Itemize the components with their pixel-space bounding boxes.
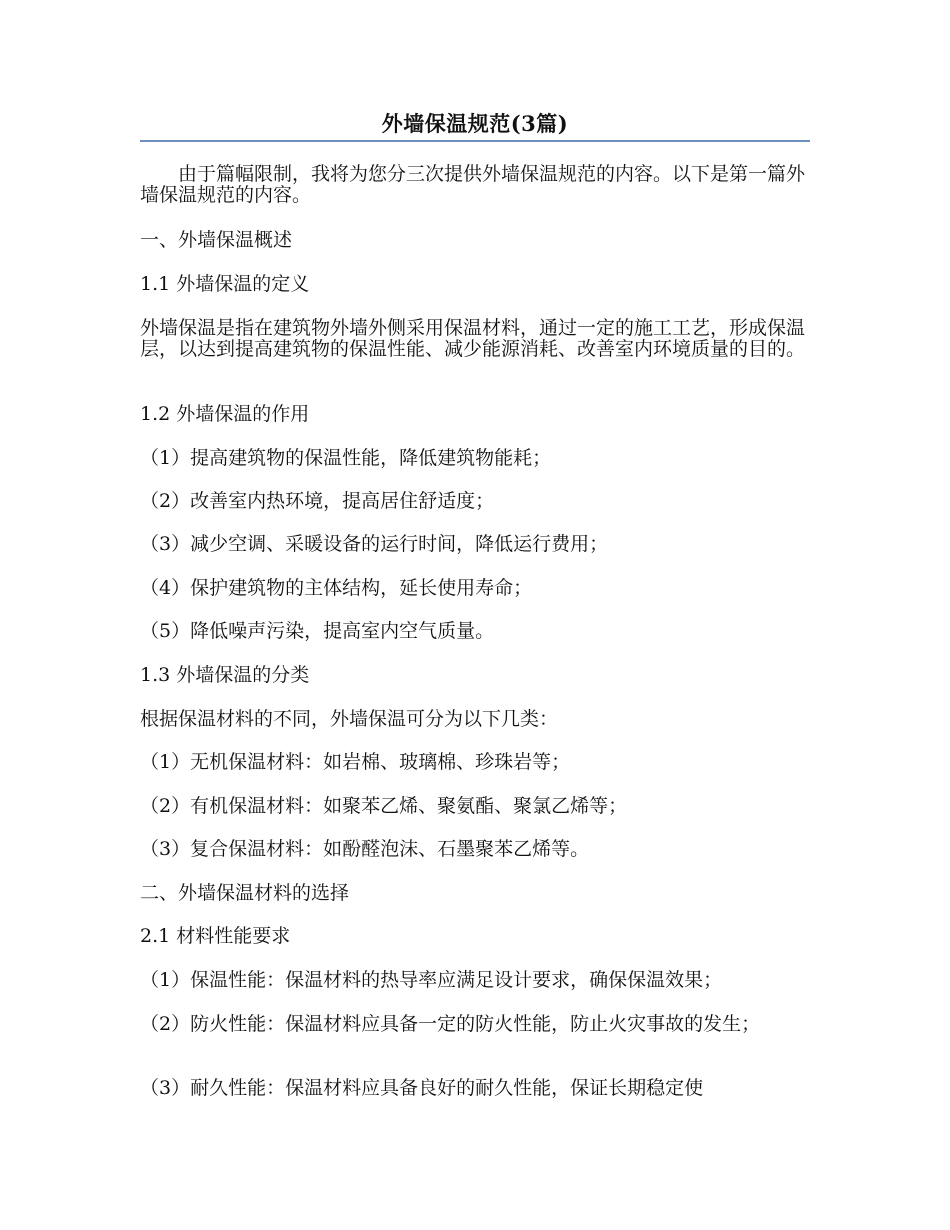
subsection-heading-1-3: 1.3 外墙保温的分类 bbox=[140, 664, 310, 686]
list-item: （3）减少空调、采暖设备的运行时间，降低运行费用； bbox=[140, 533, 609, 555]
subsection-heading-1-1: 1.1 外墙保温的定义 bbox=[140, 273, 310, 295]
document-title: 外墙保温规范(3篇) bbox=[381, 111, 569, 136]
list-item: （1）无机保温材料：如岩棉、玻璃棉、珍珠岩等； bbox=[140, 751, 571, 773]
list-item: （2）改善室内热环境，提高居住舒适度； bbox=[140, 490, 495, 512]
list-item: （3）耐久性能：保温材料应具备良好的耐久性能，保证长期稳定使 bbox=[140, 1077, 704, 1099]
list-item: （1）保温性能：保温材料的热导率应满足设计要求，确保保温效果； bbox=[140, 969, 723, 991]
list-item: （3）复合保温材料：如酚醛泡沫、石墨聚苯乙烯等。 bbox=[140, 838, 590, 860]
section-heading-2: 二、外墙保温材料的选择 bbox=[140, 882, 350, 904]
list-item: （2）防火性能：保温材料应具备一定的防火性能，防止火灾事故的发生； bbox=[140, 1013, 761, 1035]
list-item: （1）提高建筑物的保温性能，降低建筑物能耗； bbox=[140, 447, 552, 469]
intro-paragraph: 由于篇幅限制，我将为您分三次提供外墙保温规范的内容。以下是第一篇外墙保温规范的内容。 bbox=[140, 163, 806, 206]
list-item: （5）降低噪声污染，提高室内空气质量。 bbox=[140, 620, 495, 642]
definition-paragraph: 外墙保温是指在建筑物外墙外侧采用保温材料，通过一定的施工工艺，形成保温层，以达到提高建筑物的保温性能、减少能源消耗、改善室内环境质量的目的。 bbox=[140, 317, 806, 360]
subsection-heading-1-2: 1.2 外墙保温的作用 bbox=[140, 403, 310, 425]
subsection-heading-2-1: 2.1 材料性能要求 bbox=[140, 925, 291, 947]
list-item: （4）保护建筑物的主体结构，延长使用寿命； bbox=[140, 577, 533, 599]
classification-intro: 根据保温材料的不同，外墙保温可分为以下几类： bbox=[140, 708, 559, 730]
list-item: （2）有机保温材料：如聚苯乙烯、聚氨酯、聚氯乙烯等； bbox=[140, 795, 628, 817]
section-heading-1: 一、外墙保温概述 bbox=[140, 229, 293, 251]
title-underline bbox=[140, 140, 810, 142]
